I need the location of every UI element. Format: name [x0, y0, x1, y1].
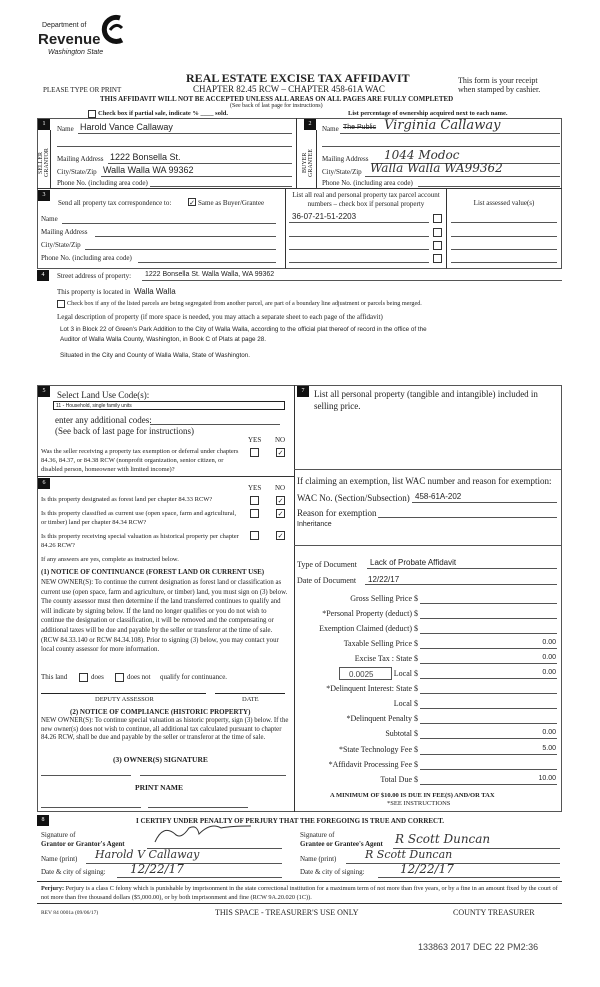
tax-row-label: Exemption Claimed (deduct) $: [319, 624, 418, 633]
document-date[interactable]: 12/22/17: [368, 575, 400, 584]
located-in[interactable]: Walla Walla: [134, 287, 176, 296]
tax-row-line: [420, 618, 557, 619]
partial-sale-checkbox[interactable]: [88, 110, 96, 118]
tax-row-line: [420, 603, 557, 604]
tax-row-value[interactable]: 10.00: [538, 775, 556, 782]
tax-row-line: [420, 769, 557, 770]
tax-row-value[interactable]: 0.00: [542, 669, 556, 676]
tax-row-label: Local $: [393, 699, 418, 708]
tax-row-line: [420, 723, 557, 724]
tax-row-value[interactable]: 0.00: [542, 639, 556, 646]
buyer-mail[interactable]: 1044 Modoc: [384, 148, 460, 162]
tax-row-label: *State Technology Fee $: [338, 745, 418, 754]
personal-property-checkbox[interactable]: [433, 228, 442, 237]
q5-no-checkbox[interactable]: ✓: [277, 449, 284, 457]
document-type[interactable]: Lack of Probate Affidavit: [370, 558, 457, 567]
tax-row-line: [420, 738, 557, 739]
personal-property-checkbox[interactable]: [433, 241, 442, 250]
tax-row-label: Local $: [393, 669, 418, 678]
segregated-checkbox[interactable]: [57, 300, 65, 308]
land-use-code-field[interactable]: 11 - Household, single family units: [53, 401, 285, 410]
grantor-date[interactable]: 12/22/17: [130, 862, 184, 876]
same-as-buyer-checkbox[interactable]: ✓: [189, 199, 195, 207]
tax-row-line: [420, 663, 557, 664]
tax-row-value[interactable]: 5.00: [542, 745, 556, 752]
perjury-notice: Perjury: Perjury is a class C felony which is punishable by imprisonment in the state correctional institution for a maximum term of not more than five years, or by a fine in an amount fixed by the court of not more than five thousand dollars ($5,000.00), or by both imprisonment and fine (RCW 9A.20.020 (1C)).: [41, 885, 558, 901]
tax-row-label: Subtotal $: [385, 729, 418, 738]
tax-row-label: Taxable Selling Price $: [343, 639, 418, 648]
tax-row-line: [420, 784, 557, 785]
grantee-signature[interactable]: R Scott Duncan: [395, 832, 491, 846]
q5-yes-checkbox[interactable]: [250, 448, 259, 457]
tax-row-line: [420, 708, 557, 709]
forest-yes-checkbox[interactable]: [250, 496, 259, 505]
tax-row-value[interactable]: 0.00: [542, 729, 556, 736]
grantor-signature[interactable]: [150, 822, 260, 846]
tax-row-value[interactable]: 0.00: [542, 654, 556, 661]
tax-row-label: Total Due $: [380, 775, 418, 784]
logo-swirl-icon: [100, 14, 126, 46]
tax-row-label: Gross Selling Price $: [350, 594, 418, 603]
tax-row-line: [420, 678, 557, 679]
current-use-yes-checkbox[interactable]: [250, 509, 259, 518]
exemption-reason[interactable]: Inheritance: [297, 521, 332, 528]
form-title: REAL ESTATE EXCISE TAX AFFIDAVIT: [186, 71, 410, 85]
seller-city[interactable]: Walla Walla WA 99362: [103, 165, 194, 175]
tax-row-line: [420, 693, 557, 694]
forest-no-checkbox[interactable]: ✓: [277, 497, 284, 505]
grantor-name[interactable]: Harold V Callaway: [95, 848, 200, 861]
tax-row-label: Excise Tax : State $: [354, 654, 418, 663]
dor-logo: Department of Revenue Washington State: [38, 14, 128, 64]
buyer-city[interactable]: Walla Walla WA99362: [370, 161, 503, 175]
current-use-no-checkbox[interactable]: ✓: [277, 510, 284, 518]
tax-row-label: *Personal Property (deduct) $: [322, 609, 418, 618]
grantee-name[interactable]: R Scott Duncan: [365, 848, 453, 861]
tax-row-label: *Delinquent Interest: State $: [326, 684, 418, 693]
wac-number[interactable]: 458-61A-202: [415, 492, 462, 501]
buyer-name[interactable]: Virginia Callaway: [384, 118, 501, 133]
seller-mail[interactable]: 1222 Bonsella St.: [110, 152, 181, 162]
seller-name[interactable]: Harold Vance Callaway: [80, 122, 173, 132]
personal-property-checkbox[interactable]: [433, 254, 442, 263]
local-rate-field[interactable]: 0.0025: [339, 667, 392, 680]
grantee-date[interactable]: 12/22/17: [400, 862, 454, 876]
tax-row-label: *Affidavit Processing Fee $: [328, 760, 418, 769]
does-not-qualify-checkbox[interactable]: [115, 673, 124, 682]
tax-row-line: [420, 754, 557, 755]
tax-row-line: [420, 648, 557, 649]
parcel-number[interactable]: 36-07-21-51-2203: [292, 212, 357, 221]
street-address[interactable]: 1222 Bonsella St. Walla Walla, WA 99362: [145, 271, 275, 278]
recording-stamp: 133863 2017 DEC 22 PM2:36: [418, 942, 539, 952]
does-qualify-checkbox[interactable]: [79, 673, 88, 682]
tax-row-label: *Delinquent Penalty $: [346, 714, 418, 723]
personal-property-checkbox[interactable]: [433, 214, 442, 223]
tax-row-line: [420, 633, 557, 634]
historic-yes-checkbox[interactable]: [250, 531, 259, 540]
historic-no-checkbox[interactable]: ✓: [277, 532, 284, 540]
